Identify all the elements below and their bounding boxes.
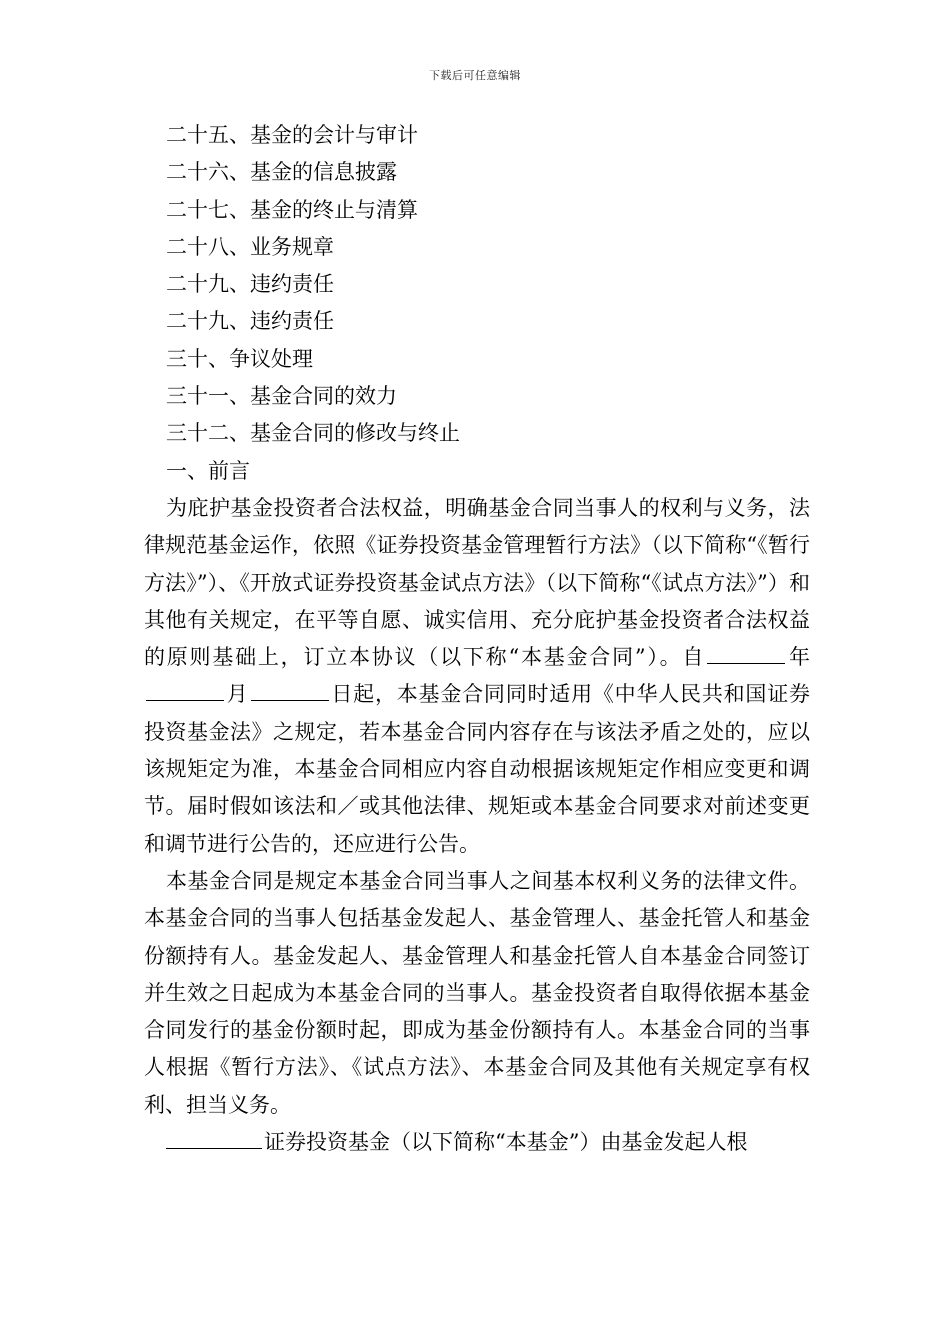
page-header-note: 下载后可任意编辑: [429, 69, 521, 82]
para1-text-a: 为庇护基金投资者合法权益，明确基金合同当事人的权利与义务，法律规范基金运作，依照《证券投资基金管理暂行方法》（以下简称“《暂行方法》”）、《开放式证券投资基金试点方法》（以下简称“《试点方法》”）和其他有关规定，在平等自愿、诚实信用、充分庇护基金投资者合法权益的原则基础上，订立本协议（以下称“本基金合同”）。自: [144, 495, 810, 670]
day-blank: [251, 683, 329, 701]
preface-paragraph-3: [144, 1124, 810, 1161]
para1-year-label: 年: [787, 645, 810, 670]
toc-item: 二十八、业务规章: [166, 234, 334, 259]
para1-month-label: 月: [226, 682, 249, 707]
month-blank: [146, 683, 224, 701]
para3-text: 证券投资基金（以下简称“本基金”）由基金发起人根: [264, 1130, 748, 1155]
fund-name-blank: [166, 1131, 262, 1149]
toc-item: 二十九、违约责任: [166, 309, 334, 334]
toc-item: 二十六、基金的信息披露: [166, 160, 397, 185]
section-heading: 一、前言: [166, 458, 250, 483]
preface-paragraph-2: 本基金合同是规定本基金合同当事人之间基本权利义务的法律文件。本基金合同的当事人包括基金发起人、基金管理人、基金托管人和基金份额持有人。基金发起人、基金管理人和基金托管人自本基金合同签订并生效之日起成为本基金合同的当事人。基金投资者自取得依据本基金合同发行的基金份额时起，即成为基金份额持有人。本基金合同的当事人根据《暂行方法》、《试点方法》、本基金合同及其他有关规定享有权利、担当义务。: [144, 868, 810, 1117]
toc-item: 二十九、违约责任: [166, 272, 334, 297]
year-blank: [707, 646, 785, 664]
toc-item: 三十、争议处理: [166, 346, 313, 371]
document-body: [144, 117, 810, 1161]
toc-item: 二十七、基金的终止与清算: [166, 197, 418, 222]
toc-item: 二十五、基金的会计与审计: [166, 123, 418, 147]
toc-item: 三十一、基金合同的效力: [166, 384, 397, 409]
preface-paragraph-1: [144, 490, 810, 863]
toc-item: 三十二、基金合同的修改与终止: [166, 421, 460, 446]
para1-text-b: 日起，本基金合同同时适用《中华人民共和国证券投资基金法》之规定，若本基金合同内容存在与该法矛盾之处的，应以该规矩定为准，本基金合同相应内容自动根据该规矩定作相应变更和调节。届时假如该法和／或其他法律、规矩或本基金合同要求对前述变更和调节进行公告的，还应进行公告。: [144, 682, 811, 856]
